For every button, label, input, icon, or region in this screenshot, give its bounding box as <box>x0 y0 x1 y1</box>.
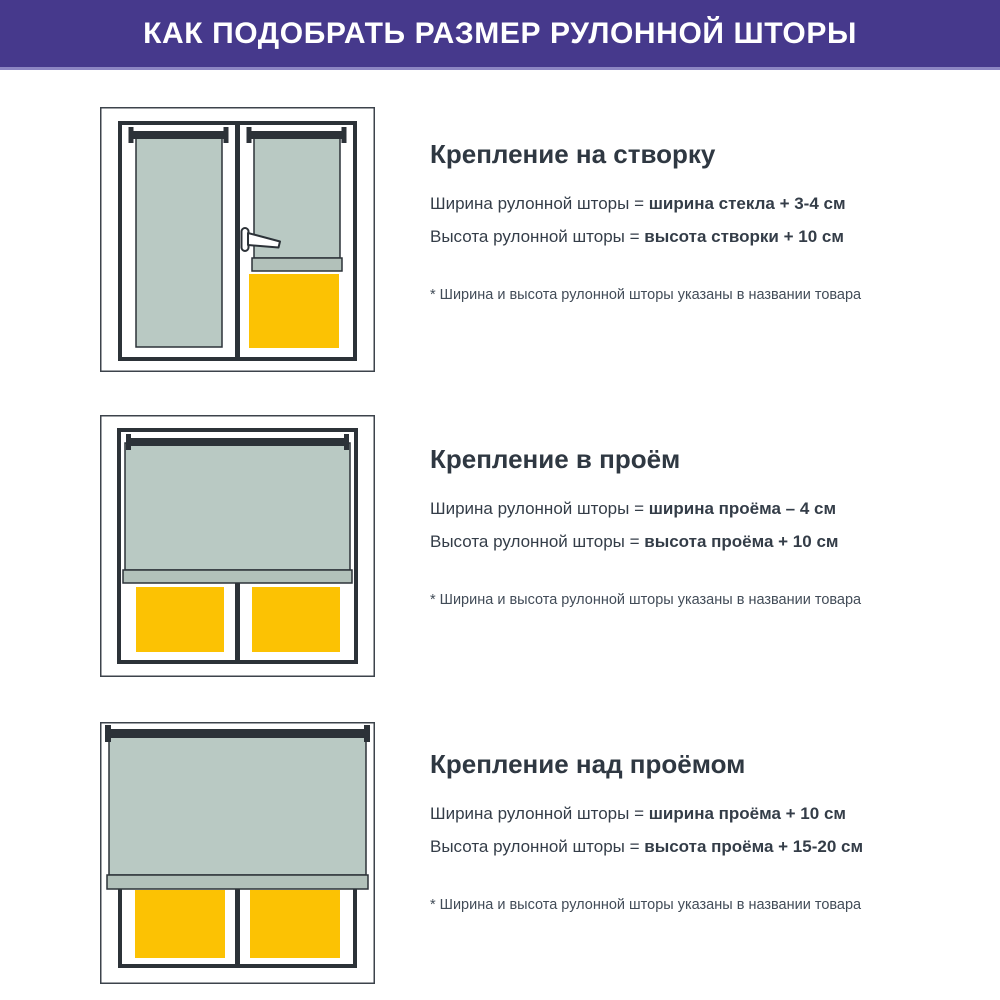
roller-blind-bottom-bar <box>123 570 352 583</box>
roller-blind-fabric-left <box>136 137 222 347</box>
glass-sunlight <box>136 587 224 652</box>
height-formula: Высота рулонной шторы = высота проёма + 15-20 см <box>430 837 864 856</box>
formula-list <box>430 492 910 558</box>
roller-blind-bottom-bar <box>252 258 342 271</box>
roller-rod-cap-icon <box>129 127 134 143</box>
glass-sunlight <box>250 890 340 958</box>
window-diagram-above-opening <box>100 722 375 984</box>
roller-rod-right <box>248 131 345 139</box>
window-mullion <box>235 575 240 660</box>
width-formula: Ширина рулонной шторы = ширина стекла + 3-4 см <box>430 194 846 213</box>
window-diagram-sash <box>100 107 375 372</box>
roller-blind-fabric <box>125 443 350 570</box>
roller-rod-cap-icon <box>105 725 111 742</box>
roller-rod <box>130 438 345 446</box>
illustration-blind-in-opening <box>100 415 375 677</box>
roller-rod-cap-icon <box>342 127 347 143</box>
glass-sunlight <box>249 274 339 348</box>
section-title: Крепление над проёмом <box>430 749 746 779</box>
section-title: Крепление в проём <box>430 444 681 474</box>
footnote: * Ширина и высота рулонной шторы указаны в названии товара <box>430 897 862 913</box>
roller-rod-cap-icon <box>344 434 349 450</box>
page-title: КАК ПОДОБРАТЬ РАЗМЕР РУЛОННОЙ ШТОРЫ <box>143 16 857 50</box>
roller-rod-cap-icon <box>224 127 229 143</box>
roller-blind-fabric <box>109 735 366 875</box>
roller-blind-bottom-bar <box>107 875 368 889</box>
section-above-opening-mount <box>430 749 910 915</box>
window-diagram-opening <box>100 415 375 677</box>
section-title: Крепление на створку <box>430 139 716 169</box>
footnote: * Ширина и высота рулонной шторы указаны в названии товара <box>430 287 862 303</box>
height-formula: Высота рулонной шторы = высота проёма + 10 см <box>430 532 839 551</box>
section-sash-mount <box>430 139 910 305</box>
illustration-blind-above-opening <box>100 722 375 984</box>
roller-rod-cap-icon <box>247 127 252 143</box>
formula-list <box>430 187 910 253</box>
section-opening-mount <box>430 444 910 610</box>
roller-rod-cap-icon <box>126 434 131 450</box>
formula-list <box>430 797 910 863</box>
width-formula: Ширина рулонной шторы = ширина проёма – 4 см <box>430 499 837 518</box>
height-formula: Высота рулонной шторы = высота створки + 10 см <box>430 227 844 246</box>
glass-sunlight <box>252 587 340 652</box>
window-mullion <box>235 123 240 359</box>
roller-rod-cap-icon <box>364 725 370 742</box>
footnote: * Ширина и высота рулонной шторы указаны в названии товара <box>430 592 862 608</box>
illustration-blind-on-sash <box>100 107 375 372</box>
roller-rod <box>109 729 366 738</box>
header-banner <box>0 0 1000 70</box>
glass-sunlight <box>135 890 225 958</box>
roller-rod-left <box>130 131 227 139</box>
width-formula: Ширина рулонной шторы = ширина проёма + 10 см <box>430 804 846 823</box>
